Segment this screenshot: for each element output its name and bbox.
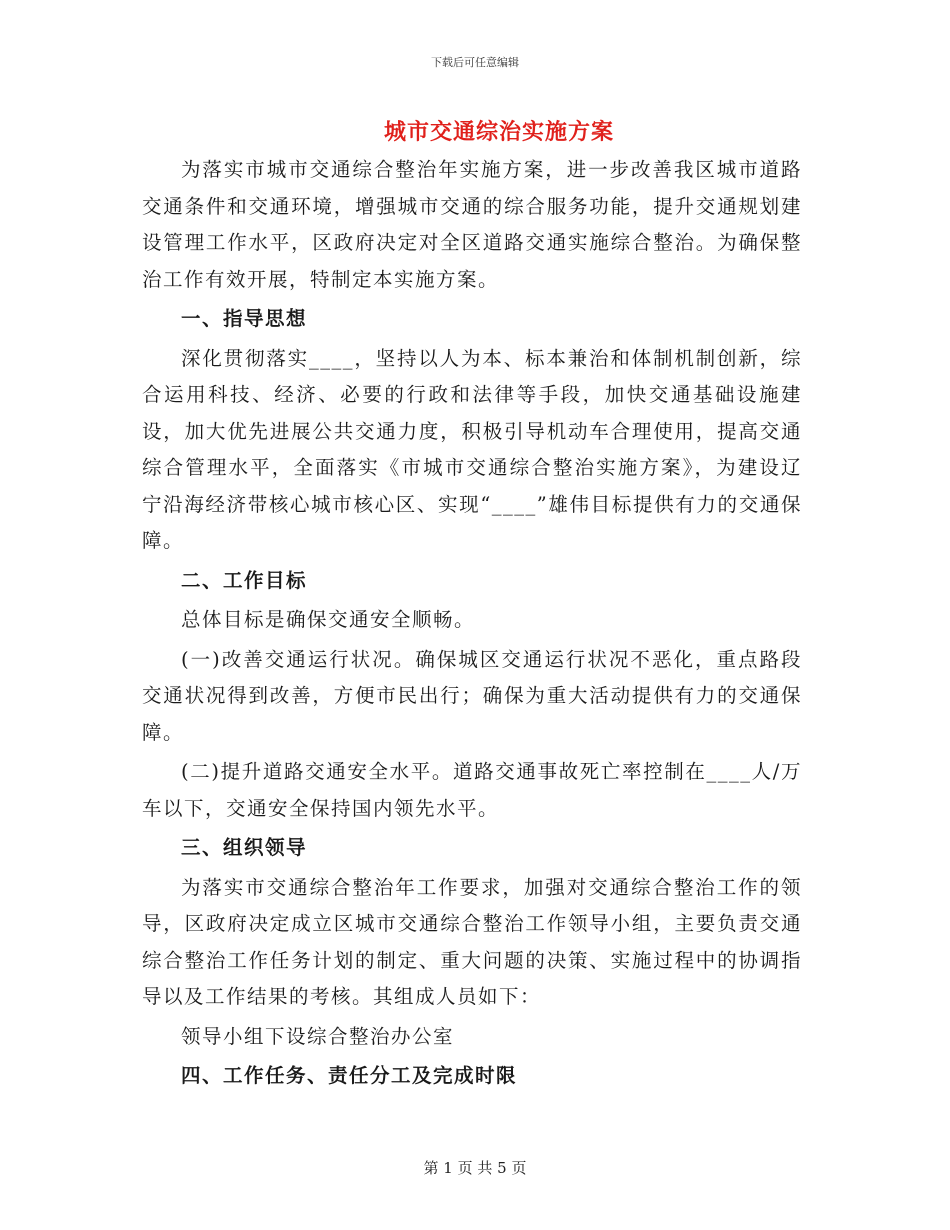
page-footer: 第 1 页 共 5 页 <box>423 1159 527 1177</box>
goal-item-1: (一)改善交通运行状况。确保城区交通运行状况不恶化，重点路段交通状况得到改善，方便市民出行；确保为重大活动提供有力的交通保障。 <box>142 647 802 744</box>
section-heading-tasks: 四、工作任务、责任分工及完成时限 <box>181 1064 518 1087</box>
section-heading-work-goals: 二、工作目标 <box>181 568 308 592</box>
header-note: 下载后可任意编辑 <box>431 56 519 69</box>
goal-item-2: (二)提升道路交通安全水平。道路交通事故死亡率控制在____人/万车以下，交通安全保持国内领先水平。 <box>142 760 802 820</box>
organization-paragraph: 为落实市交通综合整治年工作要求，加强对交通综合整治工作的领导，区政府决定成立区城市交通综合整治工作领导小组，主要负责交通综合整治工作任务计划的制定、重大问题的决策、实施过程中的协调指导以及工作结果的考核。其组成人员如下： <box>142 875 802 1008</box>
intro-paragraph: 为落实市城市交通综合整治年实施方案，进一步改善我区城市道路交通条件和交通环境，增强城市交通的综合服务功能，提升交通规划建设管理工作水平，区政府决定对全区道路交通实施综合整治。为确保整治工作有效开展，特制定本实施方案。 <box>142 158 802 291</box>
guiding-ideology-paragraph: 深化贯彻落实____，坚持以人为本、标本兼治和体制机制创新，综合运用科技、经济、必要的行政和法律等手段，加快交通基础设施建设，加大优先进展公共交通力度，积极引导机动车合理使用，提高交通综合管理水平，全面落实《市城市交通综合整治实施方案》，为建设辽宁沿海经济带核心城市核心区、实现“____”雄伟目标提供有力的交通保障。 <box>142 346 802 552</box>
office-paragraph: 领导小组下设综合整治办公室 <box>181 1024 455 1048</box>
section-heading-guiding-ideology: 一、指导思想 <box>181 307 308 330</box>
document-title: 城市交通综治实施方案 <box>383 119 614 145</box>
overall-goal-paragraph: 总体目标是确保交通安全顺畅。 <box>181 608 476 631</box>
document-body <box>142 152 802 1098</box>
section-heading-organization: 三、组织领导 <box>181 836 308 859</box>
